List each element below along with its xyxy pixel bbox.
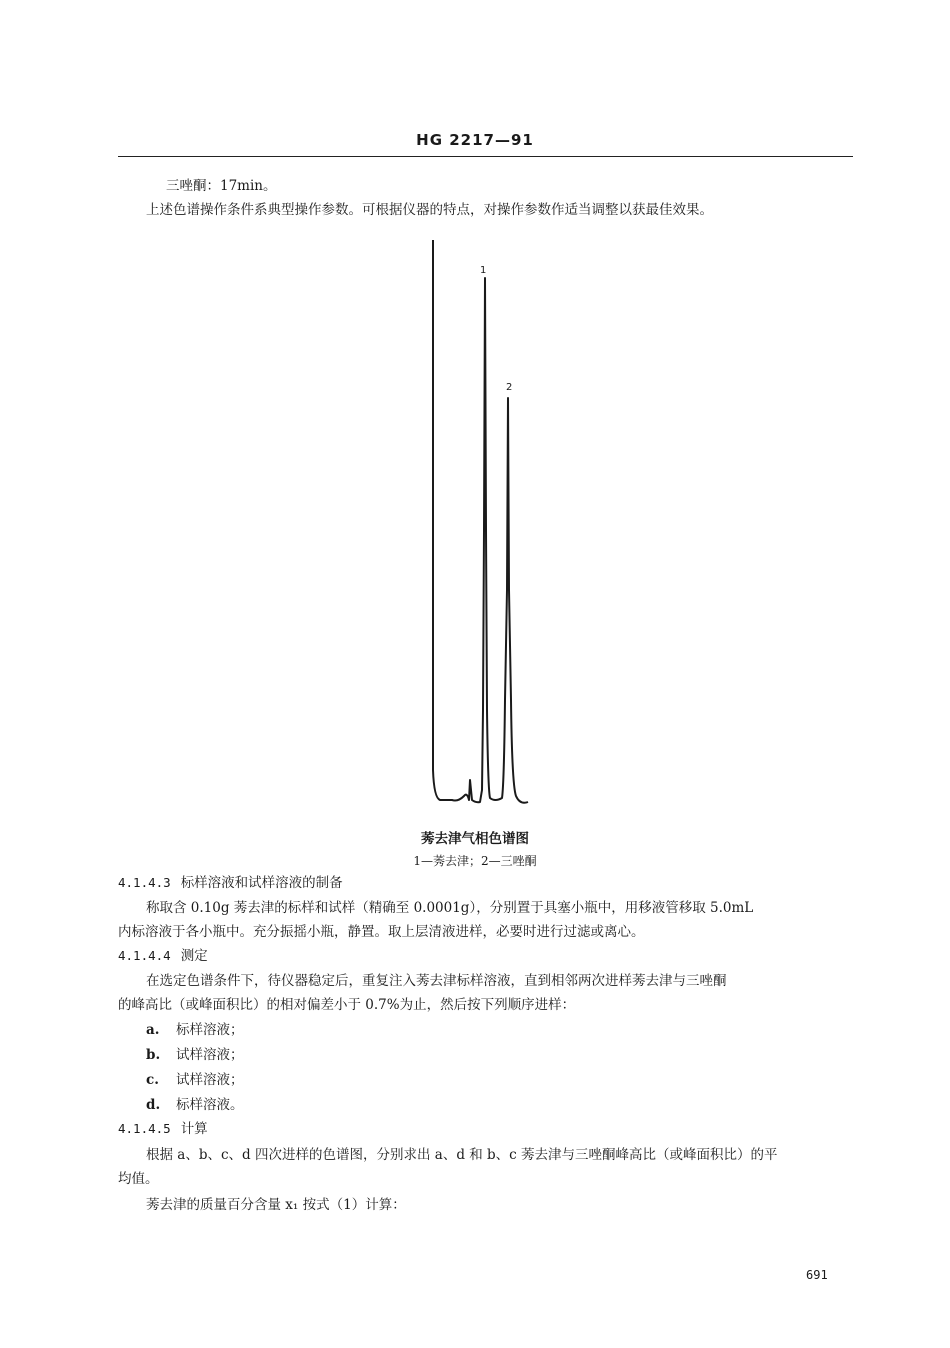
list-item-label: c. [146, 1072, 159, 1088]
section-title: 计算 [180, 1121, 208, 1137]
section-4-1-4-4-line-2: 的峰高比（或峰面积比）的相对偏差小于 0.7%为止，然后按下列顺序进样： [118, 997, 576, 1013]
list-item-label: d. [146, 1097, 161, 1113]
list-item [146, 1019, 244, 1041]
section-number: 4.1.4.5 [118, 1121, 171, 1136]
section-4-1-4-5-line-2: 均值。 [118, 1171, 159, 1187]
page-number: 691 [806, 1268, 828, 1282]
list-item [146, 1044, 244, 1066]
section-4-1-4-5-heading [118, 1118, 208, 1140]
section-4-1-4-4-heading [118, 945, 208, 967]
section-number: 4.1.4.4 [118, 948, 171, 963]
section-4-1-4-3-line-2: 内标溶液于各小瓶中。充分振摇小瓶，静置。取上层清液进样，必要时进行过滤或离心。 [118, 924, 645, 940]
list-item-text: 试样溶液； [176, 1047, 244, 1063]
list-item-text: 试样溶液； [176, 1072, 244, 1088]
peak-2-label: 2 [506, 382, 513, 393]
section-title: 测定 [180, 948, 208, 964]
list-item-label: b. [146, 1047, 161, 1063]
list-item-label: a. [146, 1022, 160, 1038]
section-title: 标样溶液和试样溶液的制备 [180, 875, 343, 891]
chromatogram-trace [433, 240, 528, 803]
figure-caption: 莠去津气相色谱图 [421, 831, 529, 847]
section-number: 4.1.4.3 [118, 875, 171, 890]
peak-1-label: 1 [480, 265, 487, 276]
list-item-text: 标样溶液； [176, 1022, 244, 1038]
intro-line-1: 三唑酮：17min。 [166, 178, 277, 194]
list-item-text: 标样溶液。 [176, 1097, 244, 1113]
section-4-1-4-5-line-1: 根据 a、b、c、d 四次进样的色谱图，分别求出 a、d 和 b、c 莠去津与三唑酮峰高比（或峰面积比）的平 [146, 1147, 778, 1163]
figure-legend: 1—莠去津；2—三唑酮 [413, 854, 537, 868]
section-4-1-4-3-heading [118, 872, 343, 894]
section-4-1-4-4-line-1: 在选定色谱条件下，待仪器稳定后，重复注入莠去津标样溶液，直到相邻两次进样莠去津与三唑酮 [146, 973, 727, 989]
document-header: HG 2217—91 [416, 131, 534, 149]
header-rule [118, 156, 853, 157]
list-item [146, 1069, 244, 1091]
section-4-1-4-3-line-1: 称取含 0.10g 莠去津的标样和试样（精确至 0.0001g），分别置于具塞小瓶中，用移液管移取 5.0mL [146, 900, 754, 916]
chromatogram-figure [400, 230, 560, 820]
intro-line-2: 上述色谱操作条件系典型操作参数。可根据仪器的特点，对操作参数作适当调整以获最佳效果。 [146, 202, 713, 218]
list-item [146, 1094, 244, 1116]
section-4-1-4-5-line-3: 莠去津的质量百分含量 x₁ 按式（1）计算： [146, 1197, 406, 1213]
